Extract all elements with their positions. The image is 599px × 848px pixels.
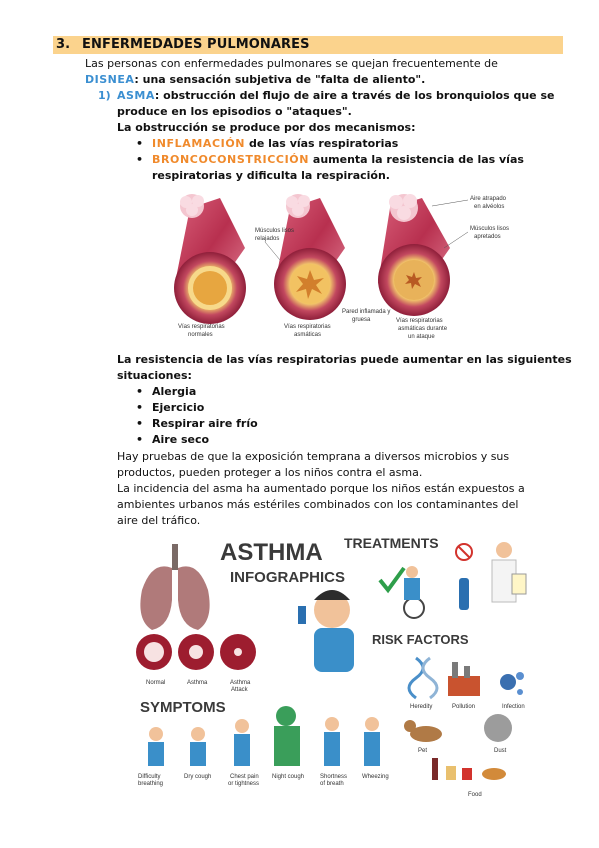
mechanism-2-line-2: respiratorias y dificulta la respiración.: [152, 169, 390, 182]
airway-circles: [136, 634, 256, 670]
airway-attack-label: Asthma: [230, 680, 251, 686]
infographic-title-1: ASTHMA: [220, 539, 323, 566]
treatments-heading: TREATMENTS: [344, 535, 439, 551]
risk-heredity-label: Heredity: [410, 704, 433, 710]
symptom-figure-6: [364, 717, 380, 766]
symptom-dry-cough-label: Dry cough: [184, 774, 212, 780]
symptom-difficulty-label-2: breathing: [138, 781, 164, 787]
caption-normal: Vías respiratorias: [178, 324, 225, 330]
risk-dust-label: Dust: [494, 748, 507, 754]
risk-factors-heading: RISK FACTORS: [372, 632, 469, 647]
section-heading: [56, 37, 310, 52]
airway-illustration: [160, 188, 530, 348]
symptom-shortness-label: Shortness: [320, 774, 348, 780]
inhaler-icon: [459, 578, 469, 610]
label-tight-muscle-2: apretados: [474, 234, 501, 240]
paragraph-1-line-1: Hay pruebas de que la exposición temprana a diversos microbios y sus: [117, 450, 510, 463]
term-disnea: DISNEA: [85, 73, 135, 86]
label-trapped-air-2: en alvéolos: [474, 204, 505, 210]
label-inflamed-wall-2: gruesa: [352, 317, 371, 323]
situation-item: • Alergia: [152, 384, 196, 400]
symptom-shortness-label-2: of breath: [320, 781, 344, 787]
label-trapped-air: Aire atrapado: [470, 196, 507, 202]
paragraph-2-line-1: La incidencia del asma ha aumentado porque los niños están expuestos a: [117, 482, 525, 495]
symptom-difficulty-label: Difficulty: [138, 774, 161, 780]
intro-line-1: Las personas con enfermedades pulmonares se quejan frecuentemente de: [85, 57, 498, 70]
symptom-chest-pain-label-2: or tightness: [228, 781, 260, 787]
factory-icon: [448, 662, 480, 696]
lungs-icon: [140, 544, 209, 630]
exercise-bike-icon: [404, 566, 424, 618]
symptom-figure-1: [148, 727, 164, 766]
asthma-attack-airway: [378, 194, 450, 316]
asthma-infographic: [132, 530, 536, 802]
dna-icon: [409, 658, 437, 698]
label-tight-muscle: Músculos lisos: [470, 226, 510, 232]
asma-number: 1): [98, 89, 111, 102]
virus-icon: [500, 672, 524, 695]
doctor-icon: [492, 542, 526, 602]
normal-airway: [174, 194, 246, 324]
caption-asthmatic: Vías respiratorias: [284, 324, 331, 330]
section-title: ENFERMEDADES PULMONARES: [82, 37, 310, 52]
symptom-chest-pain-label: Chest pain: [230, 774, 259, 780]
symptoms-heading: SYMPTOMS: [140, 699, 226, 716]
caption-attack: Vías respiratorias: [396, 318, 443, 324]
mechanism-1-text: de las vías respiratorias: [245, 137, 399, 150]
check-icon: [380, 568, 404, 590]
situation-item: • Ejercicio: [152, 400, 204, 416]
label-inflamed-wall: Pared inflamada y: [342, 309, 391, 315]
risk-pet-label: Pet: [418, 748, 428, 754]
resistance-line-2: situaciones:: [117, 369, 192, 382]
symptom-night-cough-label: Night cough: [272, 774, 305, 780]
term-asma: ASMA: [117, 89, 155, 102]
airway-asthma-label: Asthma: [187, 680, 208, 686]
situation-item: • Respirar aire frío: [152, 416, 258, 432]
paragraph-2-line-3: aire del tráfico.: [117, 514, 201, 527]
asma-definition: : obstrucción del flujo de aire a través de los bronquiolos que se: [154, 89, 555, 102]
caption-attack-2: asmáticas durante: [398, 326, 448, 332]
symptom-figure-2: [190, 727, 206, 766]
term-inflamacion: INFLAMACIÓN: [152, 137, 246, 150]
risk-infection-label: Infection: [502, 704, 525, 710]
label-relaxed-muscle-2: relajados: [255, 236, 280, 242]
caption-normal-2: normales: [188, 332, 213, 338]
asma-line-1: [117, 88, 554, 104]
term-broncoconstriccion: BRONCOCONSTRICCIÓN: [152, 153, 310, 166]
caption-attack-3: un ataque: [408, 334, 435, 340]
caption-asthmatic-2: asmáticas: [294, 332, 322, 338]
infographic-title-2: INFOGRAPHICS: [230, 569, 346, 586]
symptom-figure-3: [234, 719, 250, 766]
asthmatic-airway: [274, 194, 346, 320]
paragraph-2-line-2: ambientes urbanos más estériles combinados con los contaminantes del: [117, 498, 519, 511]
section-number: 3.: [56, 37, 71, 52]
risk-food-label: Food: [468, 792, 482, 798]
asma-line-2: produce en los episodios o "ataques".: [117, 105, 352, 118]
symptom-figure-4: [274, 706, 300, 766]
airway-normal-label: Normal: [146, 680, 166, 686]
dust-icon: [484, 714, 512, 742]
label-relaxed-muscle: Músculos lisos: [255, 228, 295, 234]
no-smoking-icon: [456, 544, 472, 560]
mechanism-inflamacion: [152, 136, 398, 152]
food-icon: [432, 758, 506, 780]
symptom-figure-5: [324, 717, 340, 766]
airway-attack-label-2: Attack: [231, 687, 248, 693]
paragraph-1-line-2: productos, pueden proteger a los niños contra el asma.: [117, 466, 423, 479]
risk-pollution-label: Pollution: [452, 704, 476, 710]
mechanism-broncoconstriccion: [152, 152, 524, 168]
mechanism-2-text: aumenta la resistencia de las vías: [309, 153, 524, 166]
intro-line-2: [85, 72, 425, 88]
resistance-line-1: La resistencia de las vías respiratorias puede aumentar en las siguientes: [117, 353, 572, 366]
symptom-wheezing-label: Wheezing: [362, 774, 389, 780]
mechanisms-intro: La obstrucción se produce por dos mecanismos:: [117, 121, 416, 134]
dog-icon: [404, 720, 442, 742]
situation-item: • Aire seco: [152, 432, 209, 448]
boy-with-inhaler-icon: [298, 590, 354, 672]
disnea-definition: : una sensación subjetiva de "falta de aliento".: [134, 73, 426, 86]
